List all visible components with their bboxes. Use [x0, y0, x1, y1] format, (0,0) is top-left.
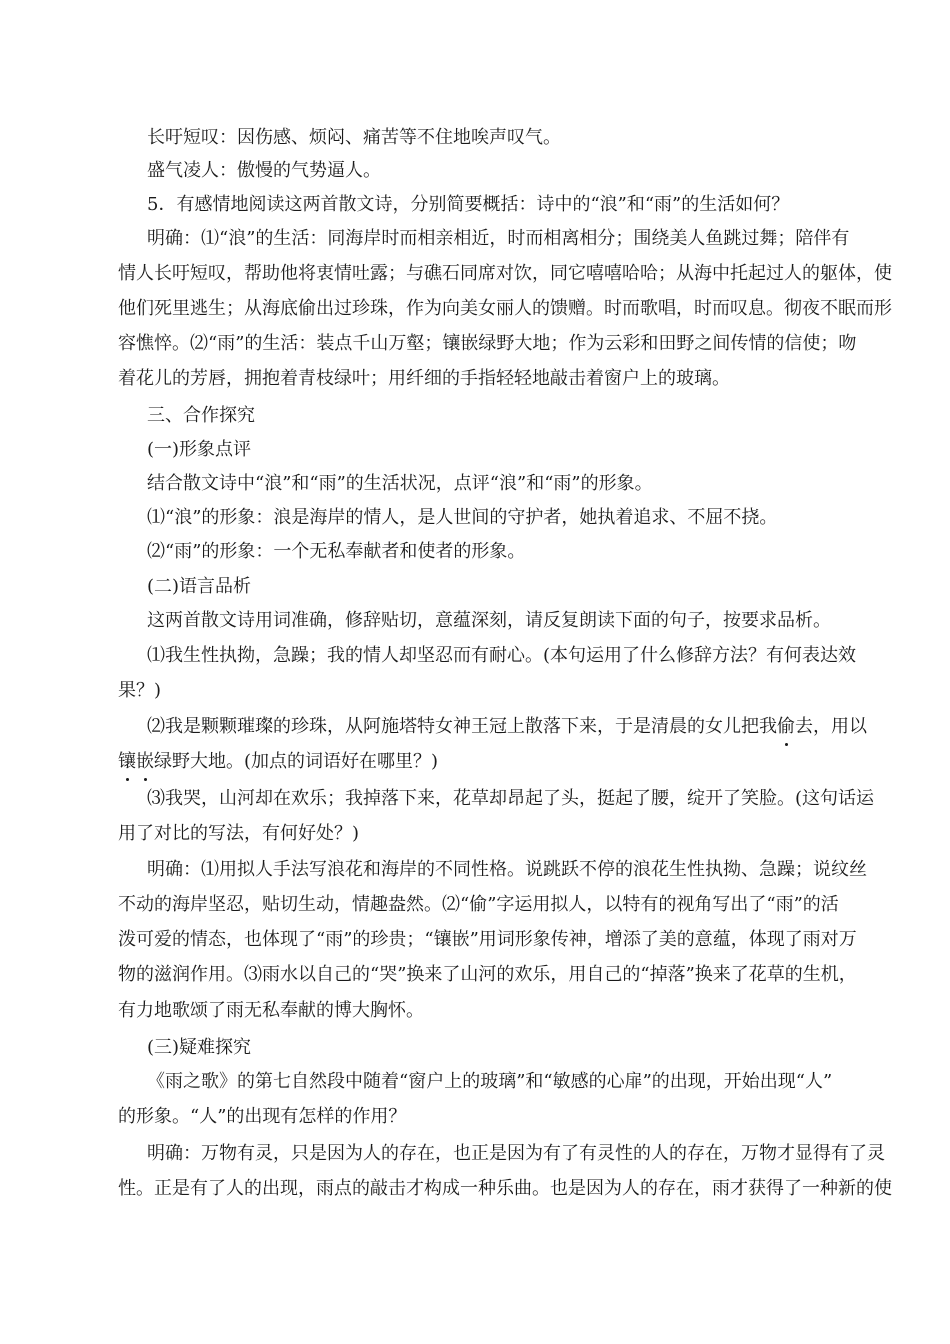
emphasis-dotted-char: 镶 — [118, 751, 136, 772]
text-span: 绿野大地。(加点的词语好在哪里？) — [154, 751, 439, 772]
emphasis-dotted-char: 偷 — [777, 716, 795, 737]
text-line: ⑴“浪”的形象：浪是海岸的情人，是人世间的守护者，她执着追求、不屈不挠。 — [147, 507, 778, 528]
emphasis-dotted-char: 嵌 — [136, 751, 154, 772]
text-line: 《雨之歌》的第七自然段中随着“窗户上的玻璃”和“敏感的心扉”的出现，开始出现“人” — [147, 1071, 833, 1092]
text-line-with-emphasis — [118, 750, 838, 774]
text-line: 5．有感情地阅读这两首散文诗，分别简要概括：诗中的“浪”和“雨”的生活如何？ — [147, 194, 790, 215]
text-line: 果？) — [118, 680, 162, 701]
text-line: 结合散文诗中“浪”和“雨”的生活状况，点评“浪”和“雨”的形象。 — [147, 473, 653, 494]
subsection-heading: (一)形象点评 — [147, 439, 252, 460]
text-line: 明确：万物有灵，只是因为人的存在，也正是因为有了有灵性的人的存在，万物才显得有了灵 — [147, 1143, 885, 1164]
text-line: ⑵“雨”的形象：一个无私奉献者和使者的形象。 — [147, 541, 526, 562]
text-span: ⑵我是颗颗璀璨的珍珠，从阿施塔特女神王冠上散落下来，于是清晨的女儿把我 — [147, 716, 777, 737]
text-line: 盛气凌人：傲慢的气势逼人。 — [147, 160, 381, 181]
text-line: 着花儿的芳唇，拥抱着青枝绿叶；用纤细的手指轻轻地敲击着窗户上的玻璃。 — [118, 368, 730, 389]
text-line: ⑶我哭，山河却在欢乐；我掉落下来，花草却昂起了头，挺起了腰，绽开了笑脸。(这句话运 — [147, 788, 875, 809]
text-line: 他们死里逃生；从海底偷出过珍珠，作为向美女丽人的馈赠。时而歌唱，时而叹息。彻夜不眠而形 — [118, 298, 892, 319]
subsection-heading: (三)疑难探究 — [147, 1037, 252, 1058]
text-line: 性。正是有了人的出现，雨点的敲击才构成一种乐曲。也是因为人的存在，雨才获得了一种新的使 — [118, 1178, 892, 1199]
text-line: 的形象。“人”的出现有怎样的作用？ — [118, 1106, 407, 1127]
text-line: 物的滋润作用。⑶雨水以自己的“哭”换来了山河的欢乐，用自己的“掉落”换来了花草的生机， — [118, 964, 857, 985]
text-span: 去，用以 — [795, 716, 867, 737]
text-line-with-emphasis — [147, 715, 867, 739]
text-line: 泼可爱的情态，也体现了“雨”的珍贵；“镶嵌”用词形象传神，增添了美的意蕴，体现了雨对万 — [118, 929, 857, 950]
text-line: ⑴我生性执拗，急躁；我的情人却坚忍而有耐心。(本句运用了什么修辞方法？有何表达效 — [147, 645, 857, 666]
text-line: 长吁短叹：因伤感、烦闷、痛苦等不住地唉声叹气。 — [147, 127, 561, 148]
text-line: 不动的海岸坚忍，贴切生动，情趣盎然。⑵“偷”字运用拟人，以特有的视角写出了“雨”的活 — [118, 894, 839, 915]
text-line: 明确：⑴“浪”的生活：同海岸时而相亲相近，时而相离相分；围绕美人鱼跳过舞；陪伴有 — [147, 228, 850, 249]
text-line: 明确：⑴用拟人手法写浪花和海岸的不同性格。说跳跃不停的浪花生性执拗、急躁；说纹丝 — [147, 859, 867, 880]
text-line: 用了对比的写法，有何好处？) — [118, 823, 360, 844]
subsection-heading: (二)语言品析 — [147, 576, 252, 597]
text-line: 情人长吁短叹，帮助他将衷情吐露；与礁石同席对饮，同它嘻嘻哈哈；从海中托起过人的躯体，使 — [118, 263, 892, 284]
section-heading: 三、合作探究 — [147, 405, 255, 426]
text-line: 有力地歌颂了雨无私奉献的博大胸怀。 — [118, 1000, 424, 1021]
text-line: 容憔悴。⑵“雨”的生活：装点千山万壑；镶嵌绿野大地；作为云彩和田野之间传情的信使；吻 — [118, 333, 857, 354]
text-line: 这两首散文诗用词准确，修辞贴切，意蕴深刻，请反复朗读下面的句子，按要求品析。 — [147, 610, 831, 631]
